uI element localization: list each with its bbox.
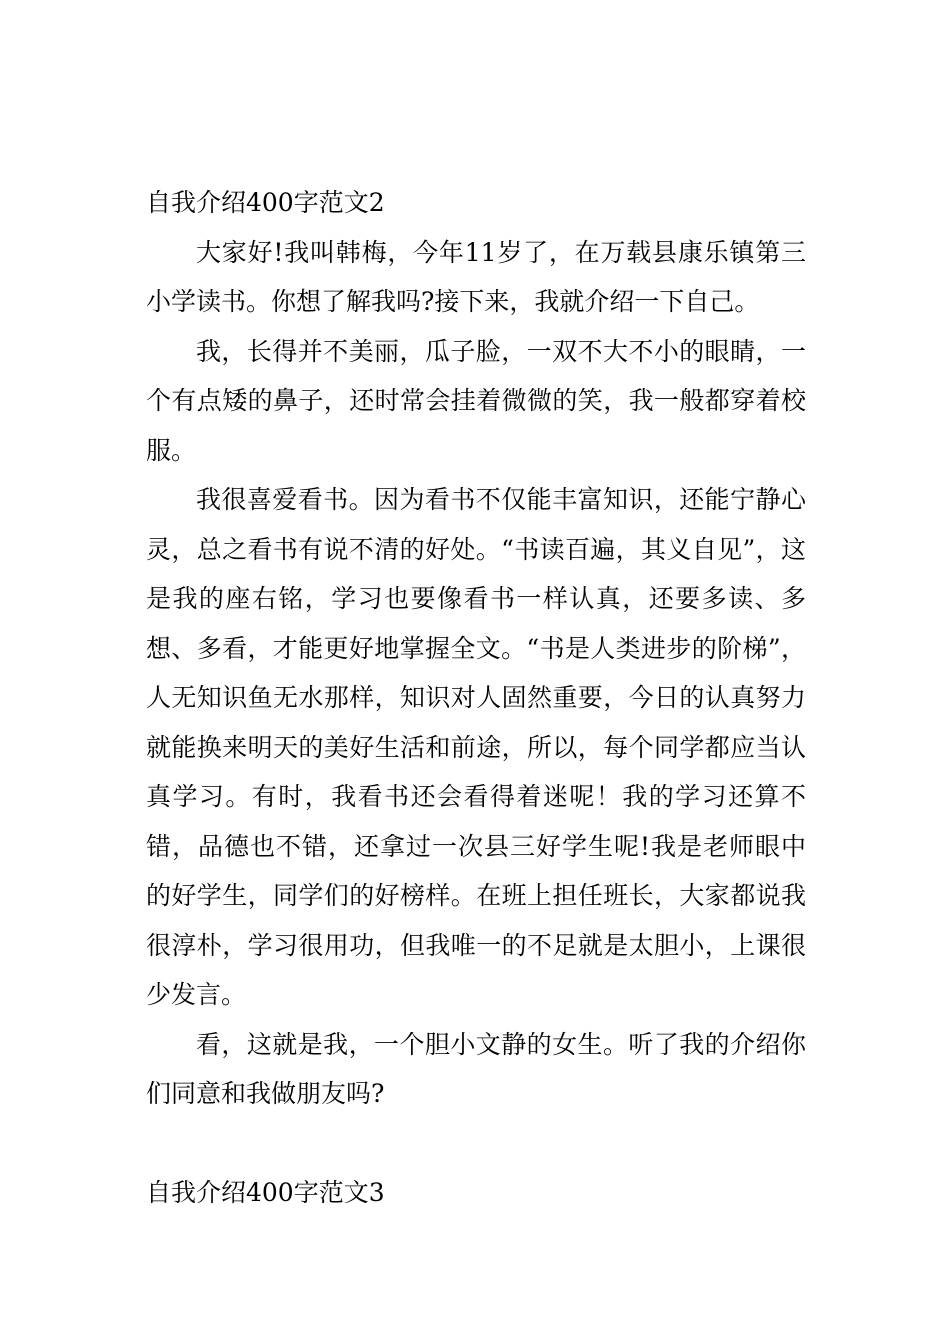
section-heading-3: 自我介绍400字范文3 [146, 1178, 385, 1207]
paragraph-2: 我，长得并不美丽，瓜子脸，一双不大不小的眼睛，一个有点矮的鼻子，还时常会挂着微微的笑，我一般都穿着校服。 [146, 336, 806, 465]
section-heading-2: 自我介绍400字范文2 [146, 188, 385, 217]
paragraph-3: 我很喜爱看书。因为看书不仅能丰富知识，还能宁静心灵，总之看书有说不清的好处。“书读百遍，其义自见”，这是我的座右铭，学习也要像看书一样认真，还要多读、多想、多看，才能更好地掌握全文。“书是人类进步的阶梯”，人无知识鱼无水那样，知识对人固然重要，今日的认真努力就能换来明天的美好生活和前途，所以，每个同学都应当认真学习。有时，我看书还会看得着迷呢！我的学习还算不错，品德也不错，还拿过一次县三好学生呢!我是老师眼中的好学生，同学们的好榜样。在班上担任班长，大家都说我很淳朴，学习很用功，但我唯一的不足就是太胆小，上课很少发言。 [146, 485, 806, 1009]
paragraph-1: 大家好!我叫韩梅，今年11岁了，在万载县康乐镇第三小学读书。你想了解我吗?接下来，我就介绍一下自己。 [146, 237, 806, 316]
document-body [146, 178, 806, 1218]
paragraph-4: 看，这就是我，一个胆小文静的女生。听了我的介绍你们同意和我做朋友吗? [146, 1029, 806, 1108]
section-spacer [146, 1119, 806, 1169]
